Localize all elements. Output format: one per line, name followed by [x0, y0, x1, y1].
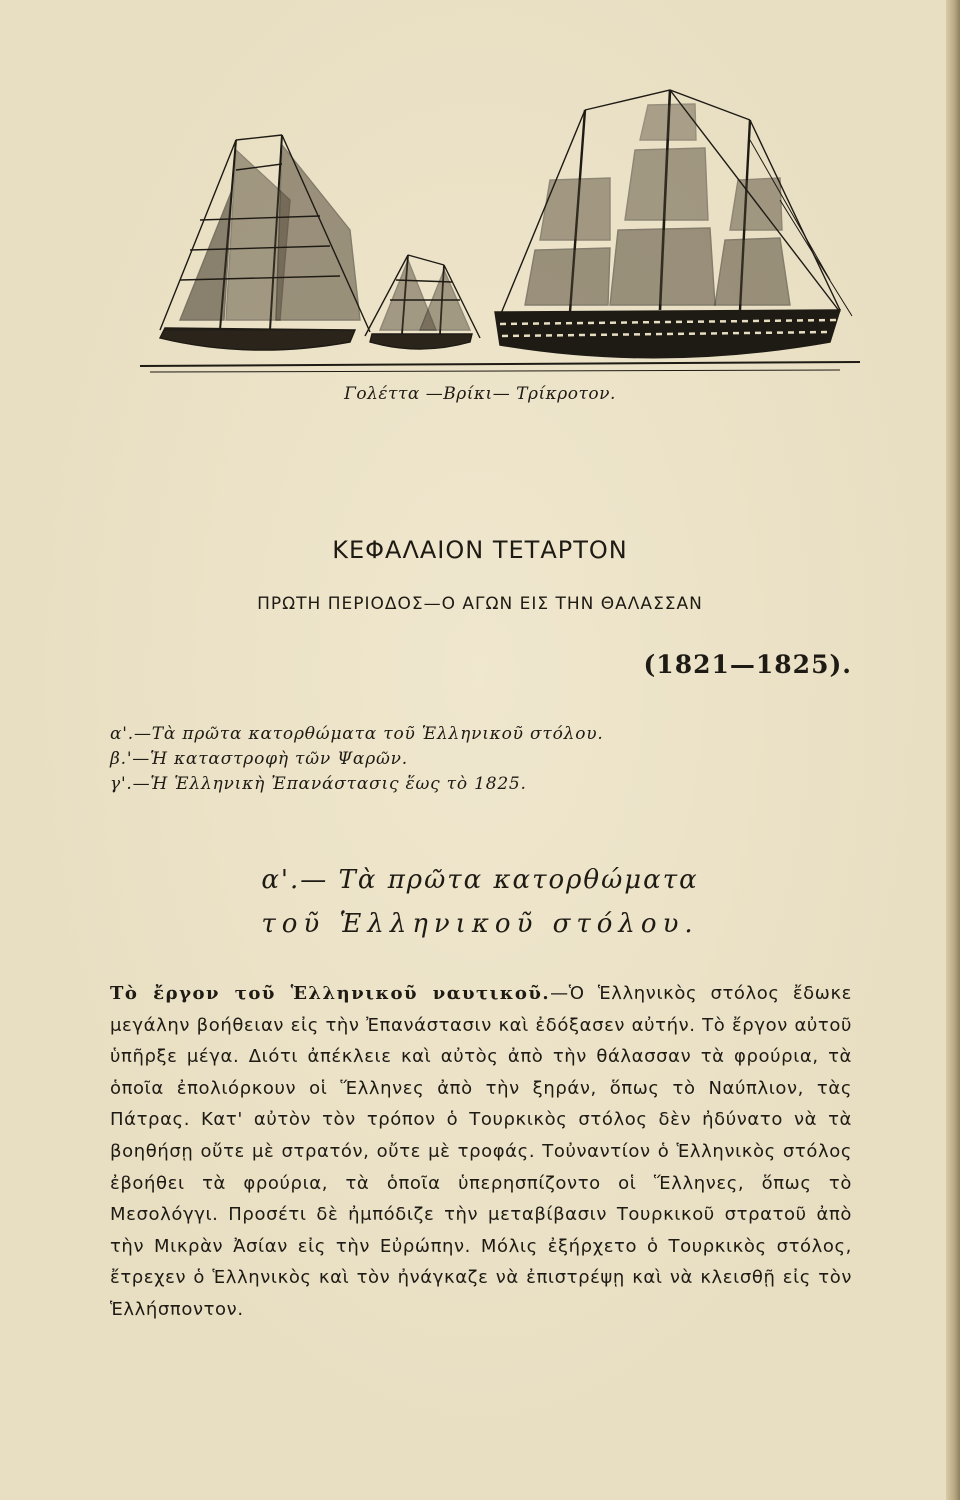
illustration-caption: Γολέττα —Βρίκι— Τρίκροτον.	[344, 384, 616, 404]
section-heading-line-2: τοῦ Ἑλληνικοῦ στόλου.	[261, 909, 699, 939]
chapter-years: (1821—1825).	[643, 650, 852, 679]
three-decker-drawing	[495, 90, 852, 358]
brig-drawing	[365, 255, 480, 349]
chapter-subtitle: ΠΡΩΤΗ ΠΕΡΙΟΔΟΣ—Ο ΑΓΩΝ ΕΙΣ ΤΗΝ ΘΑΛΑΣΣΑΝ	[257, 594, 703, 614]
contents-item: α'.—Τὰ πρῶτα κατορθώματα τοῦ Ἑλληνικοῦ στόλου.	[110, 724, 604, 744]
ships-illustration	[140, 80, 860, 380]
chapter-title: ΚΕΦΑΛΑΙΟΝ ΤΕΤΑΡΤΟΝ	[332, 536, 628, 564]
paragraph-lead: Τὸ ἔργον τοῦ Ἑλληνικοῦ ναυτικοῦ.	[110, 983, 551, 1004]
section-paragraph	[110, 978, 852, 1326]
contents-item: β.'—Ἡ καταστροφὴ τῶν Ψαρῶν.	[110, 749, 409, 769]
section-heading	[0, 858, 960, 946]
section-heading-line-1: α'.— Τὰ πρῶτα κατορθώματα	[261, 865, 699, 895]
contents-item: γ'.—Ἡ Ἑλληνικὴ Ἐπανάστασις ἕως τὸ 1825.	[110, 774, 527, 794]
page-edge	[946, 0, 960, 1500]
chapter-contents-list	[110, 722, 810, 797]
paragraph-body: —Ὁ Ἑλληνικὸς στόλος ἔδωκε μεγάλην βοήθειαν εἰς τὴν Ἐπανάστασιν καὶ ἐδόξασεν αὐτήν. Τὸ ἔργον αὐτοῦ ὑπῆρξε μέγα. Διότι ἀπέκλειε καὶ αὐτὸς ἀπὸ τὴν θάλασσαν τὰ φρούρια, τὰ ὁποῖα ἐπολιόρκουν οἱ Ἕλληνες ἀπὸ τὴν ξηράν, ὅπως τὸ Ναύπλιον, τὰς Πάτρας. Κατ' αὐτὸν τὸν τρόπον ὁ Τουρκικὸς στόλος δὲν ἠδύνατο νὰ τὰ βοηθήσῃ οὔτε μὲ στρατόν, οὔτε μὲ τροφάς. Τοὐναντίον ὁ Ἑλληνικὸς στόλος ἐβοήθει τὰ φρούρια, τὰ ὁποῖα ὑπερησπίζοντο οἱ Ἕλληνες, ὅπως τὸ Μεσολόγγι. Προσέτι δὲ ἠμπόδιζε τὴν μεταβίβασιν Τουρκικοῦ στρατοῦ ἀπὸ τὴν Μικρὰν Ἀσίαν εἰς τὴν Εὐρώπην. Μόλις ἐξήρχετο ὁ Τουρκικὸς στόλος, ἔτρεχεν ὁ Ἑλληνικὸς καὶ τὸν ἠνάγκαζε νὰ ἐπιστρέψῃ καὶ νὰ κλεισθῇ εἰς τὸν Ἑλλήσποντον.	[110, 983, 852, 1320]
schooner-drawing	[160, 135, 370, 350]
